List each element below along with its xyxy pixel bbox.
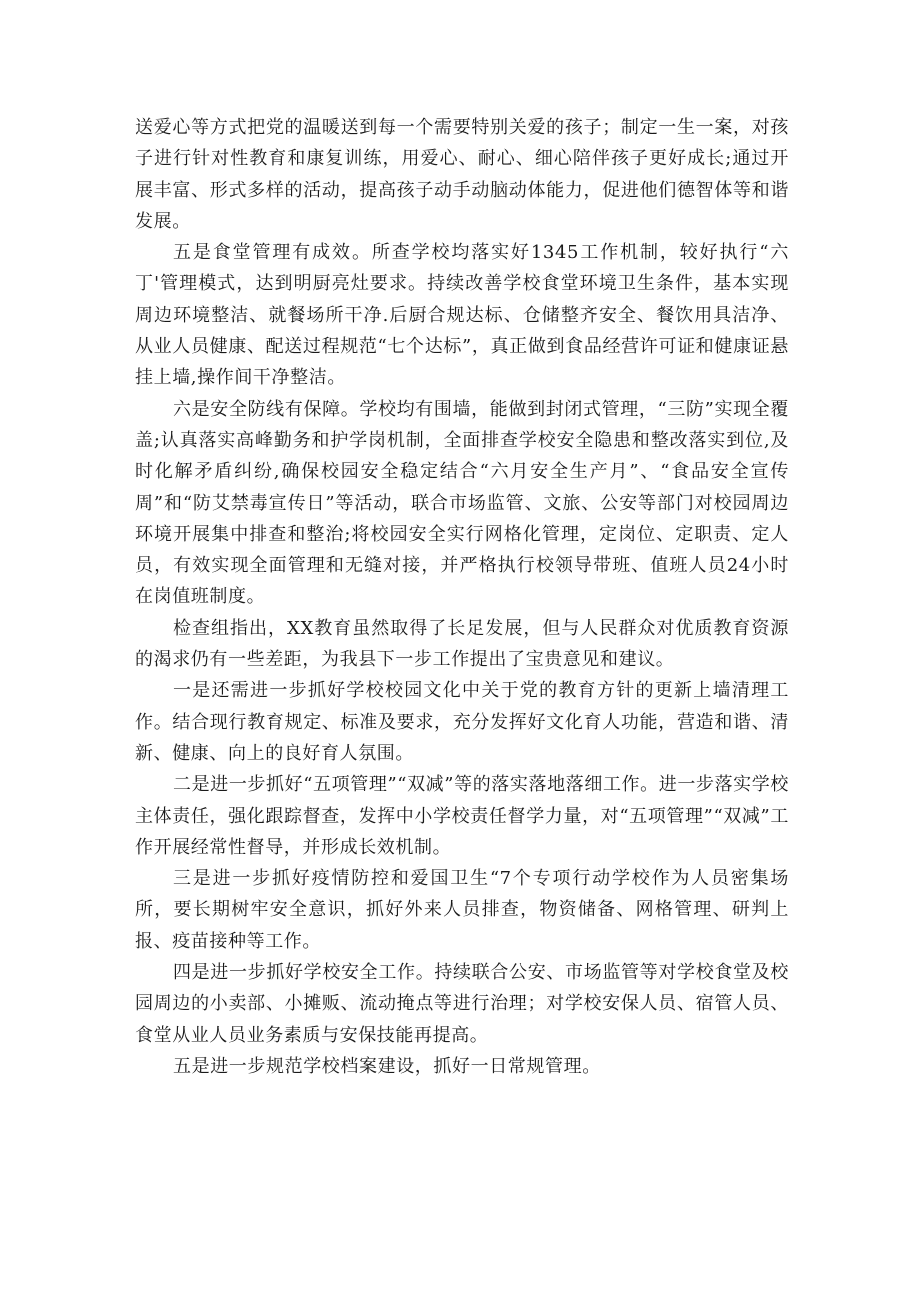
document-body xyxy=(135,112,789,1082)
paragraph-continuation: 送爱心等方式把党的温暖送到每一个需要特别关爱的孩子；制定一生一案，对孩子进行针对性教育和康复训练，用爱心、耐心、细心陪伴孩子更好成长;通过开展丰富、形式多样的活动，提高孩子动手动脑动体能力，促进他们德智体等和谐发展。 xyxy=(135,117,789,232)
paragraph-canteen-management: 五是食堂管理有成效。所查学校均落实好1345工作机制，较好执行“六丁'管理模式，达到明厨亮灶要求。持续改善学校食堂环境卫生条件，基本实现周边环境整洁、就餐场所干净.后厨合规达标、仓储整齐安全、餐饮用具洁净、从业人员健康、配送过程规范“七个达标”，真正做到食品经营许可证和健康证悬挂上墙,操作间干净整洁。 xyxy=(135,242,789,389)
paragraph-suggestion-2: 二是进一步抓好“五项管理”“双减”等的落实落地落细工作。进一步落实学校主体责任，强化跟踪督查，发挥中小学校责任督学力量，对“五项管理”“双减”工作开展经常性督导，并形成长效机制。 xyxy=(135,774,789,858)
paragraph-inspection-findings: 检查组指出，XX教育虽然取得了长足发展，但与人民群众对优质教育资源的渴求仍有一些差距，为我县下一步工作提出了宝贵意见和建议。 xyxy=(135,617,789,671)
paragraph-suggestion-1: 一是还需进一步抓好学校校园文化中关于党的教育方针的更新上墙清理工作。结合现行教育规定、标准及要求，充分发挥好文化育人功能，营造和谐、清新、健康、向上的良好育人氛围。 xyxy=(135,680,789,764)
paragraph-suggestion-3: 三是进一步抓好疫情防控和爱国卫生“7个专项行动学校作为人员密集场所，要长期树牢安全意识，抓好外来人员排查，物资储备、网格管理、研判上报、疫苗接种等工作。 xyxy=(135,868,789,952)
paragraph-suggestion-4: 四是进一步抓好学校安全工作。持续联合公安、市场监管等对学校食堂及校园周边的小卖部、小摊贩、流动掩点等进行治理；对学校安保人员、宿管人员、食堂从业人员业务素质与安保技能再提高。 xyxy=(135,962,789,1046)
paragraph-suggestion-5: 五是进一步规范学校档案建设，抓好一日常规管理。 xyxy=(173,1055,601,1077)
paragraph-safety-defense: 六是安全防线有保障。学校均有围墙，能做到封闭式管理，“三防”实现全覆盖;认真落实高峰勤务和护学岗机制，全面排查学校安全隐患和整改落实到位,及时化解矛盾纠纷,确保校园安全稳定结合“六月安全生产月”、“食品安全宣传周”和“防艾禁毒宣传日”等活动，联合市场监管、文旅、公安等部门对校园周边环境开展集中排查和整治;将校园安全实行网格化管理，定岗位、定职责、定人员，有效实现全面管理和无缝对接，并严格执行校领导带班、值班人员24小时在岗值班制度。 xyxy=(135,398,789,608)
